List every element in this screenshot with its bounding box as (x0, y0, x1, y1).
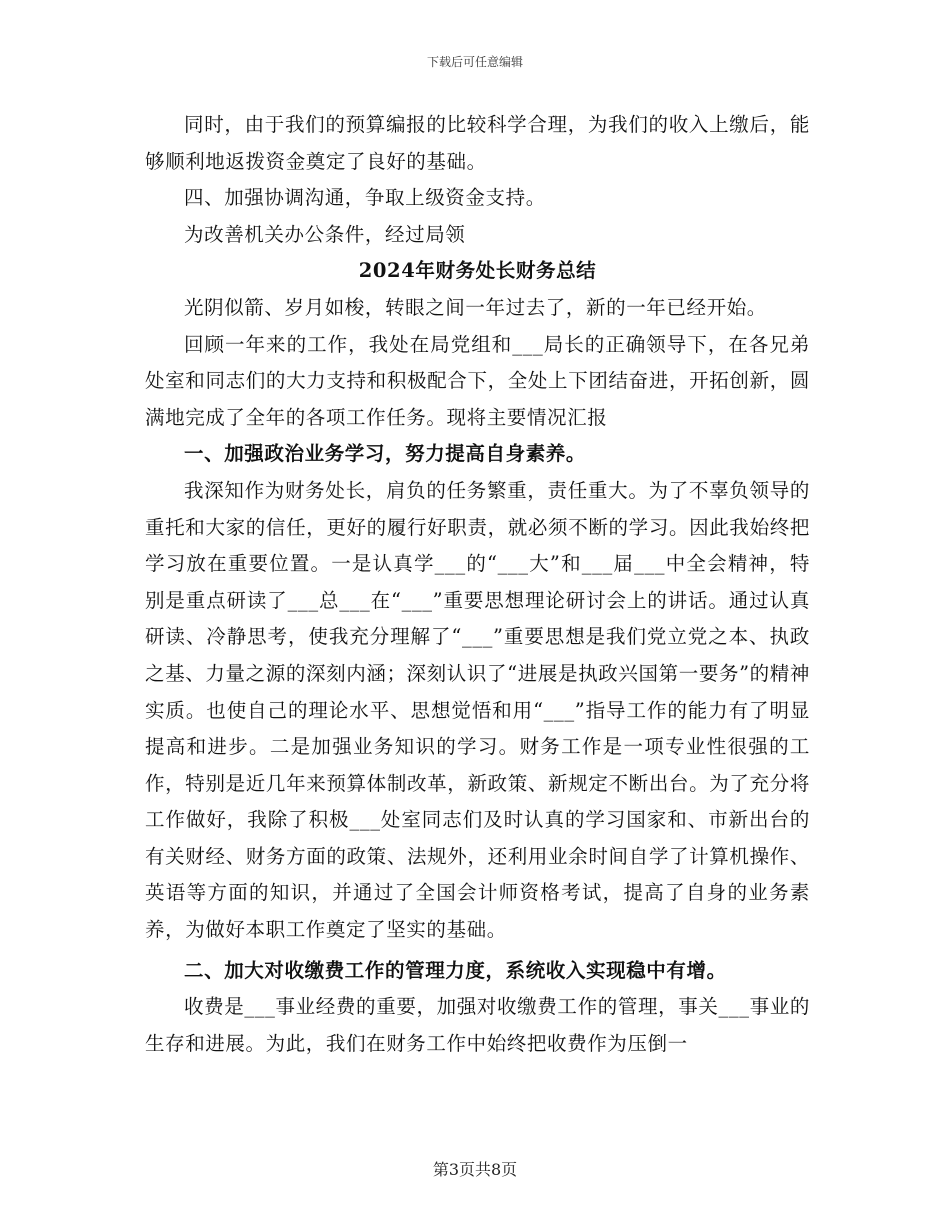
section1-heading: 一、加强政治业务学习，努力提高自身素养。 (184, 442, 587, 466)
document-title: 2024年财务处长财务总结 (358, 259, 597, 283)
paragraph-office-conditions: 为改善机关办公条件，经过局领 (184, 222, 466, 246)
section2-body: 收费是___事业经费的重要，加强对收缴费工作的管理，事关___事业的生存和进展。为此，我们在财务工作中始终把收费作为压倒一 (145, 995, 810, 1055)
document-body (145, 107, 810, 1062)
paragraph-budget: 同时，由于我们的预算编报的比较科学合理，为我们的收入上缴后，能够顺利地返拨资金奠定了良好的基础。 (145, 113, 810, 173)
paragraph-review: 回顾一年来的工作，我处在局党组和___局长的正确领导下，在各兄弟处室和同志们的大力支持和积极配合下，全处上下团结奋进，开拓创新，圆满地完成了全年的各项工作任务。现将主要情况汇报 (145, 332, 810, 429)
section1-body: 我深知作为财务处长，肩负的任务繁重，责任重大。为了不辜负领导的重托和大家的信任，更好的履行好职责，就必须不断的学习。因此我始终把学习放在重要位置。一是认真学___的“___大”和___届___中全会精神，特别是重点研读了___总___在“___”重要思想理论研讨会上的讲话。通过认真研读、冷静思考，使我充分理解了“___”重要思想是我们党立党之本、执政之基、力量之源的深刻内涵；深刻认识了“进展是执政兴国第一要务”的精神实质。也使自己的理论水平、思想觉悟和用“___”指导工作的能力有了明显提高和进步。二是加强业务知识的学习。财务工作是一项专业性很强的工作，特别是近几年来预算体制改革，新政策、新规定不断出台。为了充分将工作做好，我除了积极___处室同志们及时认真的学习国家和、市新出台的有关财经、财务方面的政策、法规外，还利用业余时间自学了计算机操作、英语等方面的知识，并通过了全国会计师资格考试，提高了自身的业务素养，为做好本职工作奠定了坚实的基础。 (145, 478, 810, 942)
section2-heading: 二、加大对收缴费工作的管理力度，系统收入实现稳中有增。 (184, 958, 727, 982)
page-footer: 第3页共8页 (432, 1160, 518, 1179)
paragraph-opening: 光阴似箭、岁月如梭，转眼之间一年过去了，新的一年已经开始。 (184, 295, 767, 319)
paragraph-coordination-heading: 四、加强协调沟通，争取上级资金支持。 (184, 186, 546, 210)
page-header: 下载后可任意编辑 (426, 55, 523, 69)
